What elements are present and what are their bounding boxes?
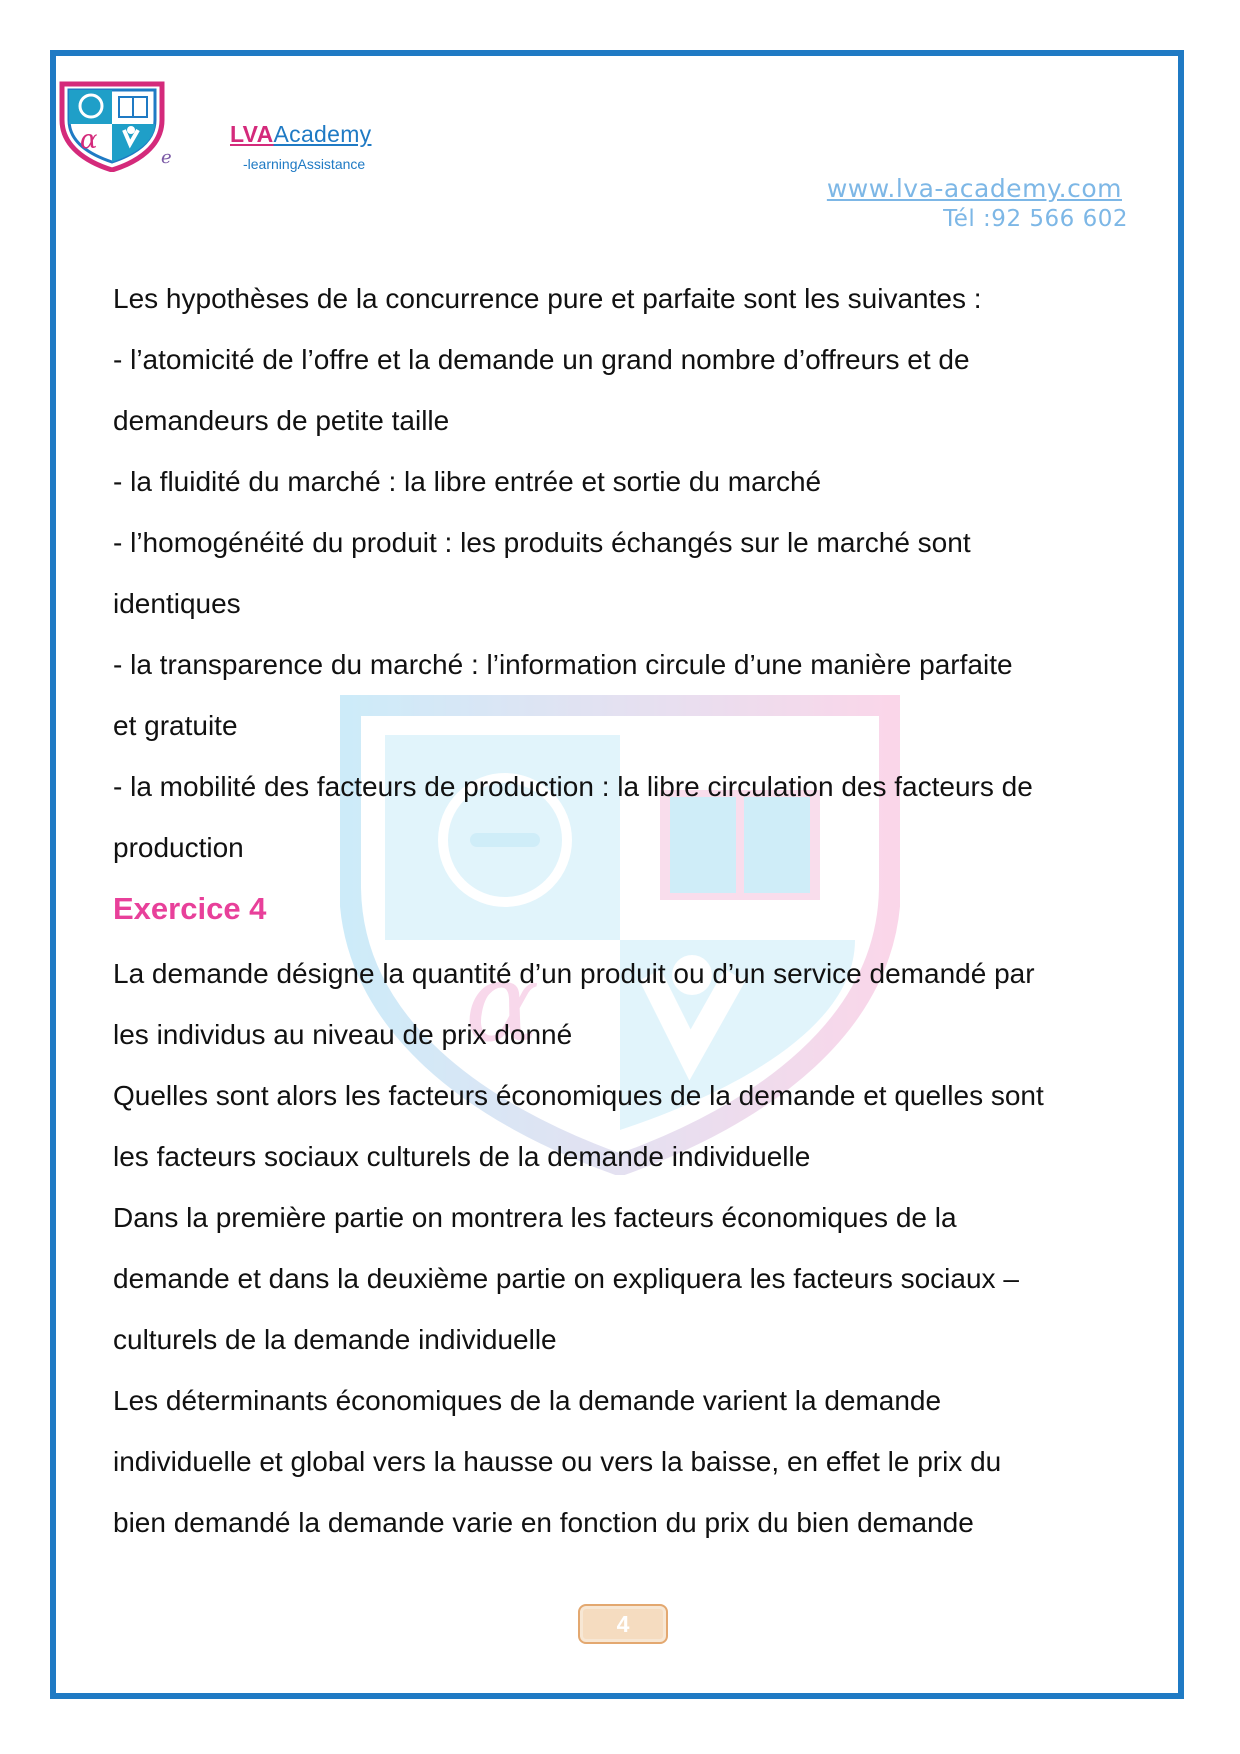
section-heading: Exercice 4 xyxy=(113,891,267,926)
svg-text:α: α xyxy=(80,125,98,155)
text-line: production xyxy=(113,832,244,863)
text-line: - l’atomicité de l’offre et la demande un grand nombre d’offreurs et de xyxy=(113,344,970,375)
svg-text:α: α xyxy=(465,938,540,1066)
brand-tagline: -learningAssistance xyxy=(243,156,366,172)
page-number: 4 xyxy=(578,1604,668,1644)
brand-academy: Academy xyxy=(273,121,372,147)
text-line: - la mobilité des facteurs de production : la libre circulation des facteurs de xyxy=(113,771,1033,802)
text-line: les facteurs sociaux culturels de la demande individuelle xyxy=(113,1141,811,1172)
text-line: - la transparence du marché : l’information circule d’une manière parfaite xyxy=(113,649,1013,680)
text-line: demande et dans la deuxième partie on expliquera les facteurs sociaux – xyxy=(113,1263,1019,1294)
text-line: Les hypothèses de la concurrence pure et parfaite sont les suivantes : xyxy=(113,283,982,314)
text-line: identiques xyxy=(113,588,241,619)
text-line: Dans la première partie on montrera les facteurs économiques de la xyxy=(113,1202,957,1233)
website-link[interactable]: www.lva-academy.com xyxy=(826,174,1122,203)
text-line: Les déterminants économiques de la demande varient la demande xyxy=(113,1385,942,1416)
text-line: demandeurs de petite taille xyxy=(113,405,450,436)
text-line: et gratuite xyxy=(113,710,238,741)
brand-lva: LVA xyxy=(230,121,274,147)
text-line: Quelles sont alors les facteurs économiques de la demande et quelles sont xyxy=(113,1080,1044,1111)
text-line: - la fluidité du marché : la libre entrée et sortie du marché xyxy=(113,466,822,497)
text-line: les individus au niveau de prix donné xyxy=(113,1019,573,1050)
text-line: bien demandé la demande varie en fonction du prix du bien demande xyxy=(113,1507,974,1538)
document-body xyxy=(113,275,1143,1560)
logo-e-letter: e xyxy=(161,147,172,168)
text-line: La demande désigne la quantité d’un produit ou d’un service demandé par xyxy=(113,958,1035,989)
brand-name xyxy=(230,121,371,148)
text-line: culturels de la demande individuelle xyxy=(113,1324,557,1355)
text-line: - l’homogénéité du produit : les produits échangés sur le marché sont xyxy=(113,527,971,558)
phone-number: Tél :92 566 602 xyxy=(943,206,1128,232)
text-line: individuelle et global vers la hausse ou vers la baisse, en effet le prix du xyxy=(113,1446,1002,1477)
lva-academy-logo xyxy=(58,80,166,172)
